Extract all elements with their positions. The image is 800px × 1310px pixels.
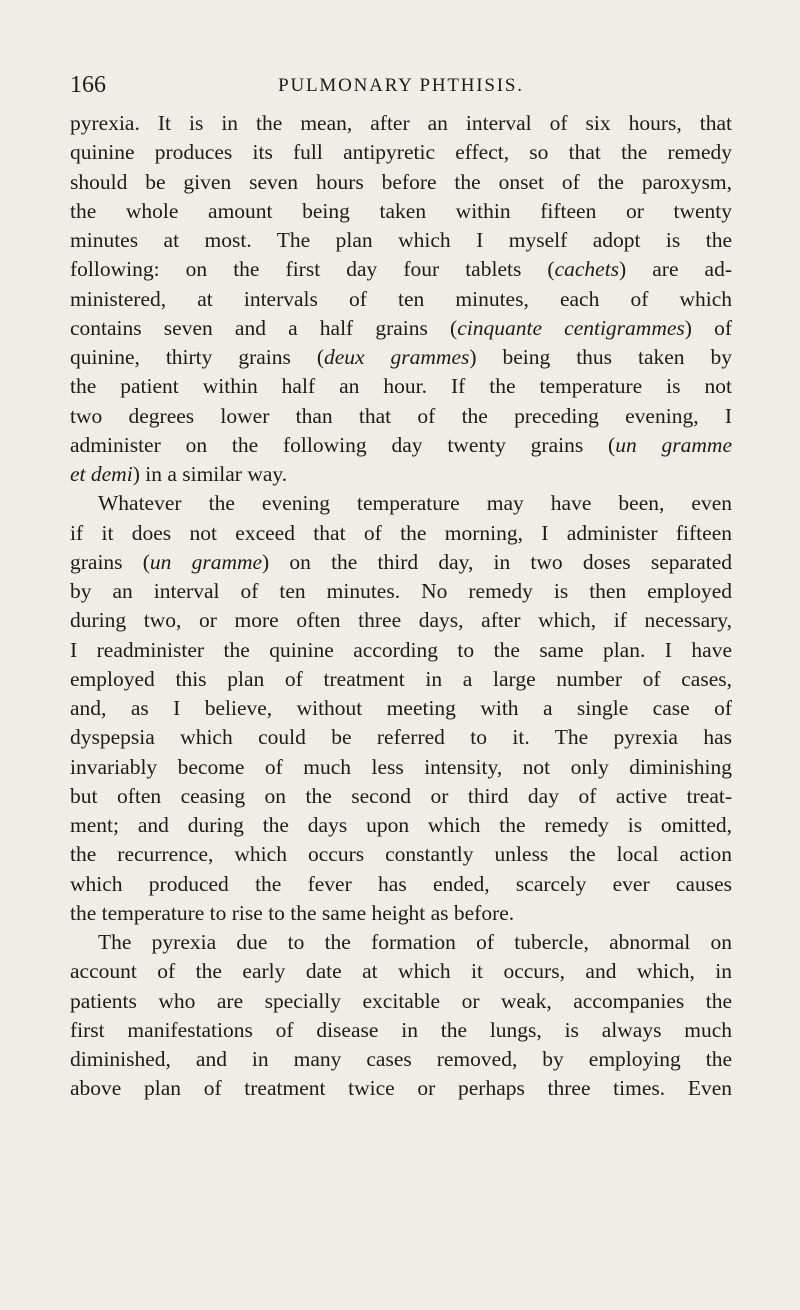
italic-phrase: un gramme [149,549,263,574]
text-run: ) in a similar way. [132,462,288,486]
text-line [70,957,732,986]
text-line [70,606,732,635]
text-run: account of the early date at which it occurs, and which, in [70,959,732,984]
text-line [70,1045,732,1074]
text-run: contains seven and a half grains ( [70,315,458,340]
text-line [70,402,732,431]
text-line [70,285,732,314]
text-run: the temperature to rise to the same height as before. [70,900,515,925]
text-run: if it does not exceed that of the morning, I administer fifteen [70,520,732,545]
text-run: minutes at most. The plan which I myself adopt is the [70,228,732,252]
text-run: quinine, thirty grains ( [70,345,324,369]
italic-phrase: cinquante centigrammes [457,315,685,340]
italic-phrase: un gramme [615,432,732,457]
text-line [70,226,732,255]
text-line [70,519,732,548]
text-line [70,314,732,343]
text-line [70,109,732,138]
text-run: ) being thus taken by [469,345,732,369]
text-run: ) of [684,315,732,340]
text-run: quinine produces its full antipyretic effect, so that the remedy [70,140,732,165]
text-line [70,723,732,752]
text-line [70,636,732,665]
running-head [70,70,732,100]
text-run: which produced the fever has ended, scarcely ever causes [70,871,732,896]
text-run: diminished, and in many cases removed, by employing the [70,1047,732,1071]
text-line [70,255,732,284]
text-run: ministered, at intervals of ten minutes, each of which [70,286,732,311]
text-run: The pyrexia due to the formation of tubercle, abnormal on [98,930,732,954]
text-run: pyrexia. It is in the mean, after an interval of six hours, that [70,111,732,135]
text-line [70,665,732,694]
text-run: during two, or more often three days, after which, if necessary, [70,608,732,633]
text-run: patients who are specially excitable or weak, accompanies the [70,988,732,1013]
text-run: ) are ad- [619,257,733,282]
text-line [70,197,732,226]
text-line [70,1074,732,1103]
text-run: and, as I believe, without meeting with a single case of [70,696,732,720]
text-line [70,870,732,899]
text-line [70,1016,732,1045]
italic-phrase: et demi [70,462,133,486]
text-line [70,460,732,489]
text-run: Whatever the evening temperature may have been, even [98,491,732,516]
text-line [70,431,732,460]
text-line [70,694,732,723]
text-line [70,899,732,928]
text-line [70,372,732,401]
text-run: invariably become of much less intensity, not only diminishing [70,754,732,779]
running-title: PULMONARY PHTHISIS. [278,75,524,96]
page-number: 166 [70,72,106,98]
text-run: two degrees lower than that of the preceding evening, I [70,403,732,428]
text-line [70,489,732,518]
body-text [70,109,732,1104]
text-line [70,548,732,577]
text-run: grains ( [70,549,150,574]
text-run: employed this plan of treatment in a large number of cases, [70,666,732,691]
text-run: ) on the third day, in two doses separated [262,549,732,574]
text-run: above plan of treatment twice or perhaps three times. Even [70,1076,732,1101]
text-line [70,577,732,606]
text-run: the patient within half an hour. If the temperature is not [70,374,732,399]
text-line [70,811,732,840]
text-line [70,343,732,372]
text-run: administer on the following day twenty grains ( [70,432,616,457]
text-line [70,782,732,811]
text-line [70,168,732,197]
text-line [70,753,732,782]
text-line [70,840,732,869]
text-line [70,138,732,167]
text-run: dyspepsia which could be referred to it. The pyrexia has [70,725,732,750]
text-line [70,987,732,1016]
text-run: by an interval of ten minutes. No remedy is then employed [70,579,732,603]
italic-phrase: cachets [554,257,620,282]
italic-phrase: deux grammes [324,345,470,369]
text-run: I readminister the quinine according to the same plan. I have [70,637,732,662]
text-run: should be given seven hours before the onset of the paroxysm, [70,169,732,194]
text-run: following: on the first day four tablets ( [70,257,555,282]
text-run: ment; and during the days upon which the remedy is omitted, [70,813,732,837]
text-run: the recurrence, which occurs constantly unless the local action [70,842,732,867]
text-line [70,928,732,957]
text-run: the whole amount being taken within fifteen or twenty [70,198,732,223]
text-run: first manifestations of disease in the lungs, is always much [70,1017,732,1042]
text-run: but often ceasing on the second or third day of active treat- [70,783,732,808]
